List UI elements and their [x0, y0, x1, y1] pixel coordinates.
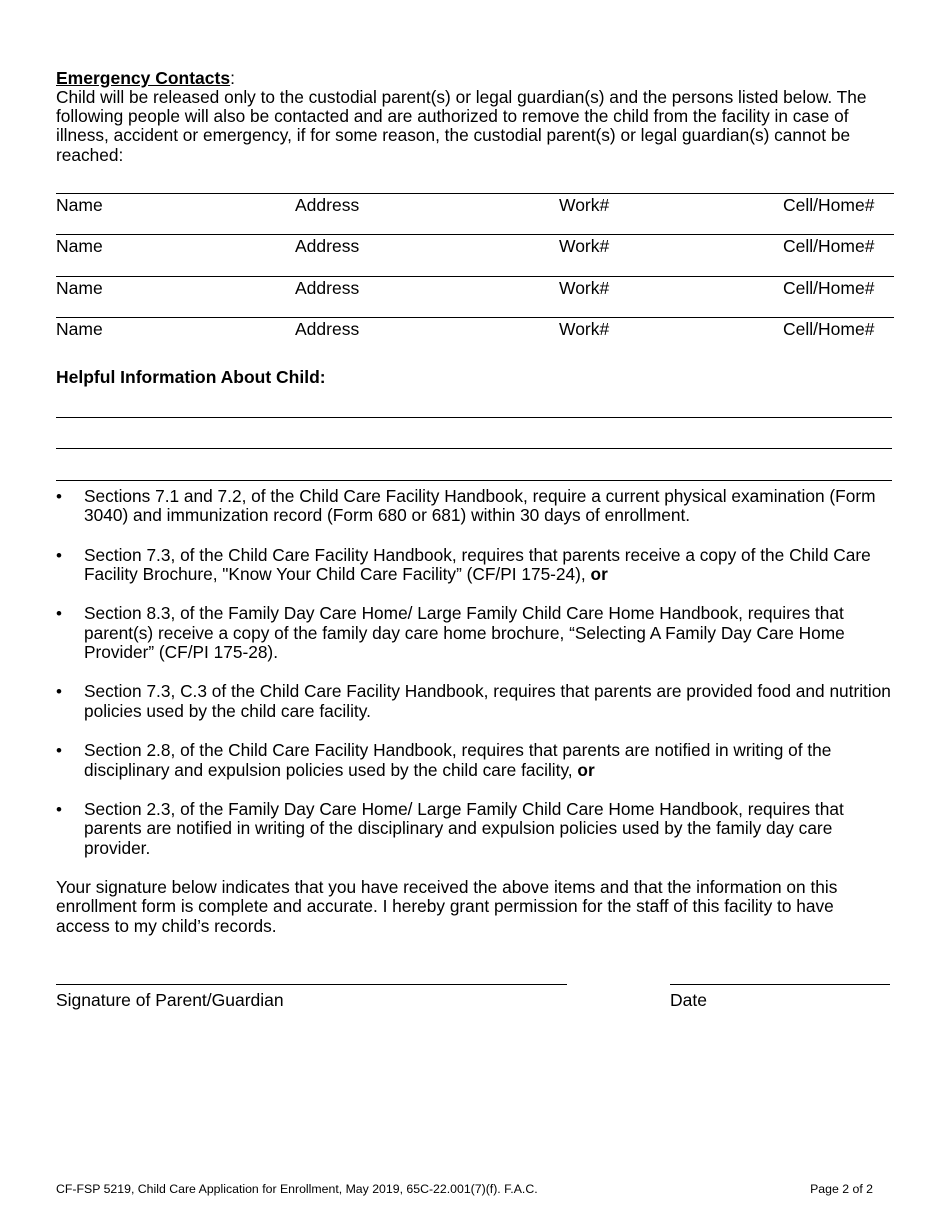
parent-signature-line[interactable]: [56, 984, 567, 985]
signature-block: [56, 984, 892, 1024]
requirement-item: [56, 604, 892, 663]
contact-address-label: Address: [295, 194, 360, 215]
contact-cell-label: Cell/Home#: [783, 236, 875, 257]
helpful-info-line[interactable]: [56, 387, 892, 418]
emergency-contacts-heading: [56, 68, 892, 88]
helpful-info-line[interactable]: [56, 418, 892, 450]
signature-statement: Your signature below indicates that you have received the above items and that the information on this enrollment form is complete and accurate. I hereby grant permission for the staff of this facility to have access to my child’s records.: [56, 877, 838, 936]
bullet-icon: •: [56, 545, 62, 565]
contact-work-label: Work#: [559, 319, 610, 340]
requirement-text: Section 7.3, of the Child Care Facility Handbook, requires that parents receive a copy of the Child Care Facility Brochure, "Know Your Child Care Facility” (CF/PI 175-24),: [84, 544, 871, 585]
contact-cell-label: Cell/Home#: [783, 194, 875, 215]
emergency-contacts-table: [56, 193, 892, 359]
requirement-item: [56, 800, 892, 859]
contact-row[interactable]: [56, 276, 894, 318]
contact-work-label: Work#: [559, 236, 610, 257]
date-label: Date: [670, 990, 707, 1010]
bullet-icon: •: [56, 604, 62, 624]
requirement-suffix: or: [590, 564, 608, 585]
bullet-icon: •: [56, 486, 62, 506]
contact-work-label: Work#: [559, 277, 610, 298]
contact-work-label: Work#: [559, 194, 610, 215]
contact-name-label: Name: [56, 236, 103, 257]
contact-row[interactable]: [56, 317, 894, 359]
helpful-info-heading: Helpful Information About Child:: [56, 366, 326, 387]
contact-row[interactable]: [56, 234, 894, 276]
contact-name-label: Name: [56, 319, 103, 340]
contact-address-label: Address: [295, 236, 360, 257]
bullet-icon: •: [56, 799, 62, 819]
requirement-item: [56, 741, 892, 780]
requirement-item: [56, 487, 892, 526]
footer-form-info: CF-FSP 5219, Child Care Application for Enrollment, May 2019, 65C-22.001(7)(f). F.A.C.: [56, 1182, 538, 1196]
contact-row[interactable]: [56, 193, 894, 235]
requirement-text: Sections 7.1 and 7.2, of the Child Care Facility Handbook, require a current physical examination (Form 3040) and immunization record (Form 680 or 681) within 30 days of enrollment.: [84, 485, 876, 526]
requirement-text: Section 2.8, of the Child Care Facility Handbook, requires that parents are notified in writing of the disciplinary and expulsion policies used by the child care facility,: [84, 740, 832, 780]
requirement-suffix: or: [577, 759, 595, 780]
emergency-contacts-text: Child will be released only to the custodial parent(s) or legal guardian(s) and the persons listed below. The following people will also be contacted and are authorized to remove the child from the facility in case of illness, accident or emergency, if for some reason, the custodial parent(s) or legal guardian(s) cannot be reached:: [56, 87, 867, 165]
requirements-list: [56, 487, 892, 859]
date-line[interactable]: [670, 984, 890, 985]
contact-name-label: Name: [56, 277, 103, 298]
bullet-icon: •: [56, 682, 62, 702]
requirement-text: Section 7.3, C.3 of the Child Care Facility Handbook, requires that parents are provided food and nutrition policies used by the child care facility.: [84, 681, 891, 722]
contact-address-label: Address: [295, 319, 360, 340]
helpful-info-line[interactable]: [56, 449, 892, 481]
contact-name-label: Name: [56, 194, 103, 215]
bullet-icon: •: [56, 741, 62, 761]
requirement-item: [56, 682, 892, 721]
emergency-contacts-title: Emergency Contacts: [56, 68, 231, 88]
requirement-text: Section 2.3, of the Family Day Care Home/ Large Family Child Care Home Handbook, requires that parents are notified in writing of the disciplinary and expulsion policies used by the family day care provider.: [84, 798, 844, 859]
heading-colon: :: [230, 68, 235, 88]
requirement-item: [56, 546, 892, 585]
footer-page-number: Page 2 of 2: [810, 1182, 873, 1196]
contact-address-label: Address: [295, 277, 360, 298]
contact-cell-label: Cell/Home#: [783, 277, 875, 298]
requirement-text: Section 8.3, of the Family Day Care Home/ Large Family Child Care Home Handbook, requires that parent(s) receive a copy of the family day care home brochure, “Selecting A Family Day Care Home Provider” (CF/PI 175-28).: [84, 603, 845, 663]
parent-signature-label: Signature of Parent/Guardian: [56, 990, 284, 1010]
contact-cell-label: Cell/Home#: [783, 319, 875, 340]
form-page: [56, 68, 892, 936]
